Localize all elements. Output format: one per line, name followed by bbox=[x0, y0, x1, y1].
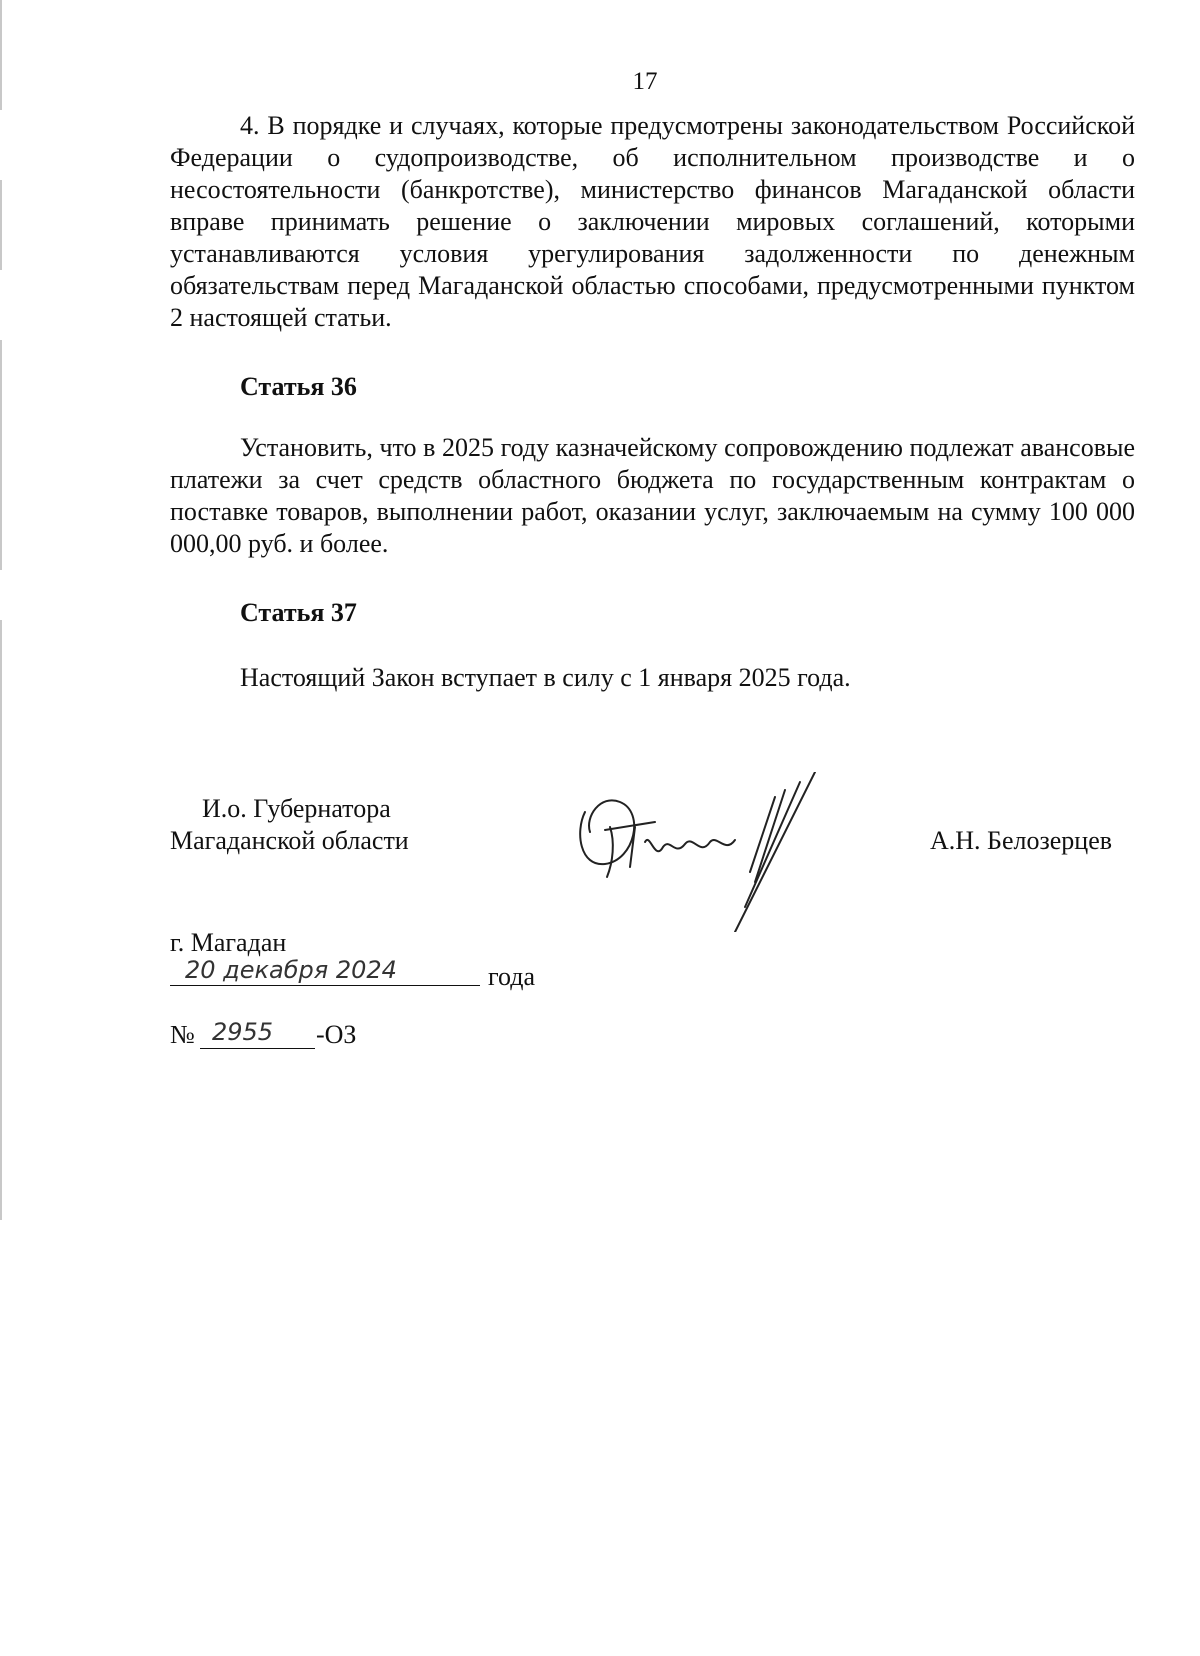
article37-text: Настоящий Закон вступает в силу с 1 января 2025 года. bbox=[240, 663, 851, 692]
article36-title: Статья 36 bbox=[240, 372, 357, 401]
position-line1: И.о. Губернатора bbox=[202, 794, 391, 823]
date-suffix: года bbox=[488, 962, 536, 991]
handwritten-signature bbox=[575, 772, 845, 932]
number-suffix: -ОЗ bbox=[316, 1020, 357, 1049]
position-line2: Магаданской области bbox=[170, 826, 409, 855]
page-number: 17 bbox=[632, 68, 658, 95]
article35-paragraph4: 4. В порядке и случаях, которые предусмотрены законодательством Российской Федерации о судопроизводстве, об исполнительном производстве и о несостоятельности (банкротстве), министерство финансов Магаданской области вправе принимать решение о заключении мировых соглашений, которыми устанавливаются условия урегулирования задолженности по денежным обязательствам перед Магаданской областью способами, предусмотренными пунктом 2 настоящей статьи. bbox=[170, 111, 1135, 332]
handwritten-number: 2955 bbox=[212, 1018, 274, 1046]
number-underline bbox=[200, 1048, 315, 1049]
scan-edge-mark bbox=[0, 340, 2, 570]
date-underline bbox=[170, 985, 480, 986]
scan-edge-mark bbox=[0, 620, 2, 1220]
signatory-name: А.Н. Белозерцев bbox=[930, 826, 1113, 855]
place: г. Магадан bbox=[170, 928, 287, 957]
article36-text: Установить, что в 2025 году казначейскому сопровождению подлежат авансовые платежи за счет средств областного бюджета по государственным контрактам о поставке товаров, выполнении работ, оказании услуг, заключаемым на сумму 100 000 000,00 руб. и более. bbox=[170, 433, 1135, 558]
article37-title: Статья 37 bbox=[240, 598, 357, 627]
number-prefix: № bbox=[170, 1020, 195, 1049]
handwritten-date: 20 декабря 2024 bbox=[185, 956, 397, 984]
scan-edge-mark bbox=[0, 180, 2, 270]
